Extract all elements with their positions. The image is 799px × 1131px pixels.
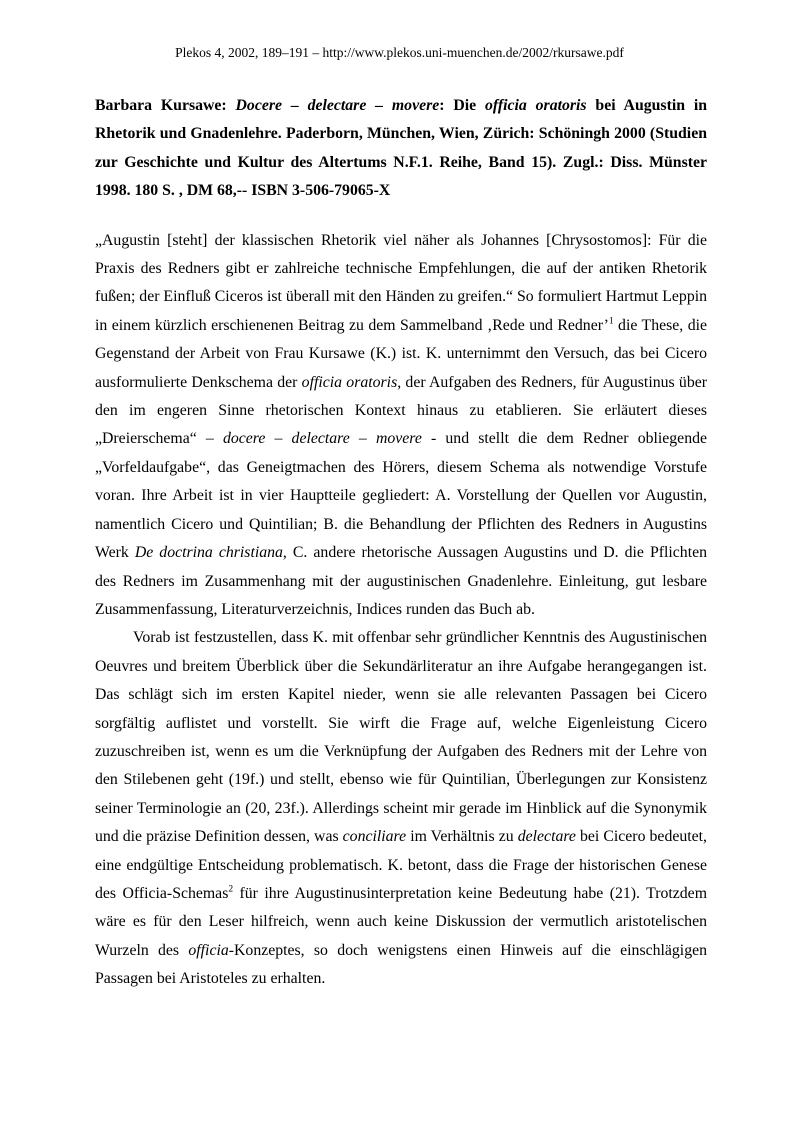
- text-column: [95, 92, 707, 994]
- paragraph-1: [95, 227, 707, 625]
- text-run: , C. andere rhetorische Aussagen Augustins und D. die Pflichten des Redners im Zusammenhang mit der augustinischen Gnadenlehre. Einleitung, gut lesbare Zusammenfassung, Literaturverzeichnis, Indices runden das Buch ab.: [95, 544, 707, 618]
- text-run: –: [349, 430, 376, 448]
- text-run: officia oratoris: [485, 97, 587, 114]
- text-run: Docere – delectare – movere: [235, 97, 440, 114]
- text-run: bei Augustin in Rhetorik und Gnadenlehre. Paderborn, München, Wien, Zürich: Schöningh 2000 (Studien zur Geschichte und Kultur des Altertums N.F.1. Reihe, Band 15). Zugl.: Diss. Münster 1998. 180 S. , DM 68,-- ISBN 3-506-79065-X: [95, 97, 708, 200]
- text-run: „Augustin [steht] der klassischen Rhetorik viel näher als Johannes [Chrysostomos]: Für die Praxis des Redners gibt er zahlreiche technische Empfehlungen, die auf der antiken Rhetorik fußen; der Einfluß Ciceros ist überall mit den Händen zu greifen.“ So formuliert Hartmut Leppin in einem kürzlich erschienenen Beitrag zu dem Sammelband ‚Rede und Redner’: [95, 231, 707, 334]
- footnote-marker: 2: [228, 884, 234, 895]
- text-run: - und stellt die dem Redner obliegende „Vorfeldaufgabe“, das Geneigtmachen des Hörers, diesem Schema als notwendige Vorstufe voran. Ihre Arbeit ist in vier Hauptteile gegliedert: A. Vorstellung der Quellen vor Augustin, namentlich Cicero und Quintilian; B. die Behandlung der Pflichten des Redners in Augustins Werk: [95, 430, 707, 562]
- text-run: -Konzeptes, so doch wenigstens einen Hinweis auf die einschlägigen Passagen bei Aristoteles zu erhalten.: [95, 941, 707, 988]
- running-header-citation: Plekos 4, 2002, 189–191 – http://www.plekos.uni-muenchen.de/2002/rkursawe.pdf: [175, 45, 624, 60]
- text-run: , der Aufgaben des Redners, für Augustinus über den im engeren Sinne rhetorischen Kontext hinaus zu etablieren. Sie erläutert dieses „Dreierschema“ –: [95, 373, 707, 448]
- text-run: für ihre Augustinusinterpretation keine Bedeutung habe (21). Trotzdem wäre es für den Leser hilfreich, wenn auch keine Diskussion der vermutlich aristotelischen Wurzeln des: [95, 884, 707, 959]
- text-run: Barbara Kursawe:: [95, 97, 236, 114]
- text-run: De doctrina christiana: [134, 544, 283, 562]
- text-run: delectare: [291, 430, 350, 448]
- book-citation-heading: [95, 92, 707, 206]
- text-run: officia oratoris: [301, 373, 398, 391]
- text-run: die These, die Gegenstand der Arbeit von Frau Kursawe (K.) ist. K. unternimmt den Versuch, das bei Cicero ausformulierte Denkschema der: [95, 316, 707, 391]
- text-run: Vorab ist festzustellen, dass K. mit offenbar sehr gründlicher Kenntnis des Augustinischen Oeuvres und breitem Überblick über die Sekundärliteratur an ihre Aufgabe herangegangen ist. Das schlägt sich im ersten Kapitel nieder, wenn sie alle relevanten Passagen bei Cicero sorgfältig auflistet und vorstellt. Sie wirft die Frage auf, welche Eigenleistung Cicero zuzuschreiben ist, wenn es um die Verknüpfung der Aufgaben des Redners mit der Lehre von den Stilebenen geht (19f.) und stellt, ebenso wie für Quintilian, Überlegungen zur Konsistenz seiner Terminologie an (20, 23f.). Allerdings scheint mir gerade im Hinblick auf die Synonymik und die präzise Definition dessen, was: [95, 629, 707, 846]
- text-run: conciliare: [342, 828, 407, 846]
- text-run: docere: [222, 430, 266, 448]
- text-run: bei Cicero bedeutet, eine endgültige Entscheidung problematisch. K. betont, dass die Frage der historischen Genese des Officia-Schemas: [95, 828, 707, 902]
- text-run: : Die: [439, 97, 485, 114]
- text-run: delectare: [517, 828, 576, 846]
- text-run: –: [265, 430, 292, 448]
- text-run: officia: [188, 941, 229, 959]
- text-run: movere: [375, 430, 422, 448]
- paragraph-2: [95, 624, 707, 993]
- text-run: im Verhältnis zu: [406, 828, 518, 846]
- footnote-marker: 1: [608, 316, 614, 327]
